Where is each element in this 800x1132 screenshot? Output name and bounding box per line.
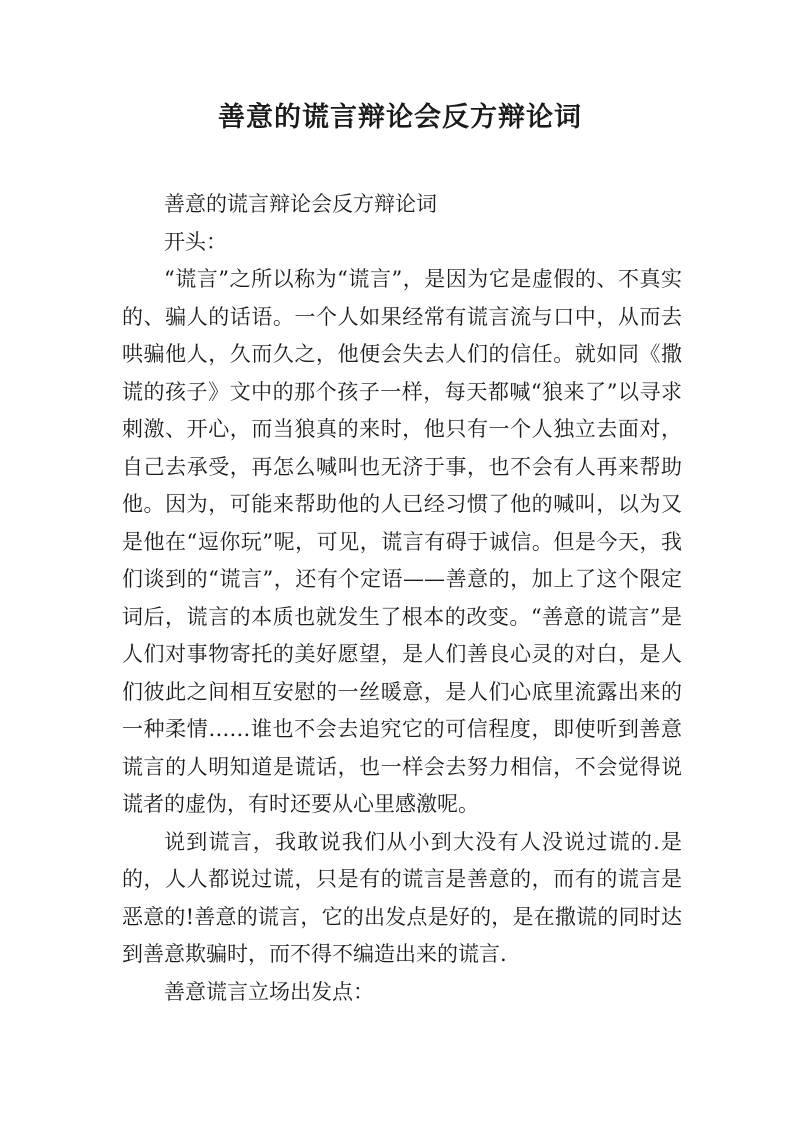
paragraph-everyone-lies: 说到谎言，我敢说我们从小到大没有人没说过谎的.是的，人人都说过谎，只是有的谎言是善意的，而有的谎言是恶意的!善意的谎言，它的出发点是好的，是在撒谎的同时达到善意欺骗时，而不得不编造出来的谎言. bbox=[122, 829, 682, 966]
paragraph-opening-argument: “谎言”之所以称为“谎言”，是因为它是虚假的、不真实的、骗人的话语。一个人如果经常有谎言流与口中，从而去哄骗他人，久而久之，他便会失去人们的信任。就如同《撒谎的孩子》文中的那个孩子一样，每天都喊“狼来了”以寻求刺激、开心，而当狼真的来时，他只有一个人独立去面对，自己去承受，再怎么喊叫也无济于事，也不会有人再来帮助他。因为，可能来帮助他的人已经习惯了他的喊叫，以为又是他在“逗你玩”呢，可见，谎言有碍于诚信。但是今天，我们谈到的“谎言”，还有个定语——善意的，加上了这个限定词后，谎言的本质也就发生了根本的改变。“善意的谎言”是人们对事物寄托的美好愿望，是人们善良心灵的对白，是人们彼此之间相互安慰的一丝暖意，是人们心底里流露出来的一种柔情……谁也不会去追究它的可信程度，即使听到善意谎言的人明知道是谎话，也一样会去努力相信，不会觉得说谎者的虚伪，有时还要从心里感激呢。 bbox=[122, 267, 682, 816]
paragraph-opening-label: 开头： bbox=[164, 229, 227, 254]
paragraph-subtitle: 善意的谎言辩论会反方辩论词 bbox=[164, 192, 437, 216]
document-title: 善意的谎言辩论会反方辩论词 bbox=[218, 102, 582, 133]
document-body bbox=[122, 186, 682, 1011]
paragraph-position-heading: 善意谎言立场出发点： bbox=[164, 979, 374, 1004]
